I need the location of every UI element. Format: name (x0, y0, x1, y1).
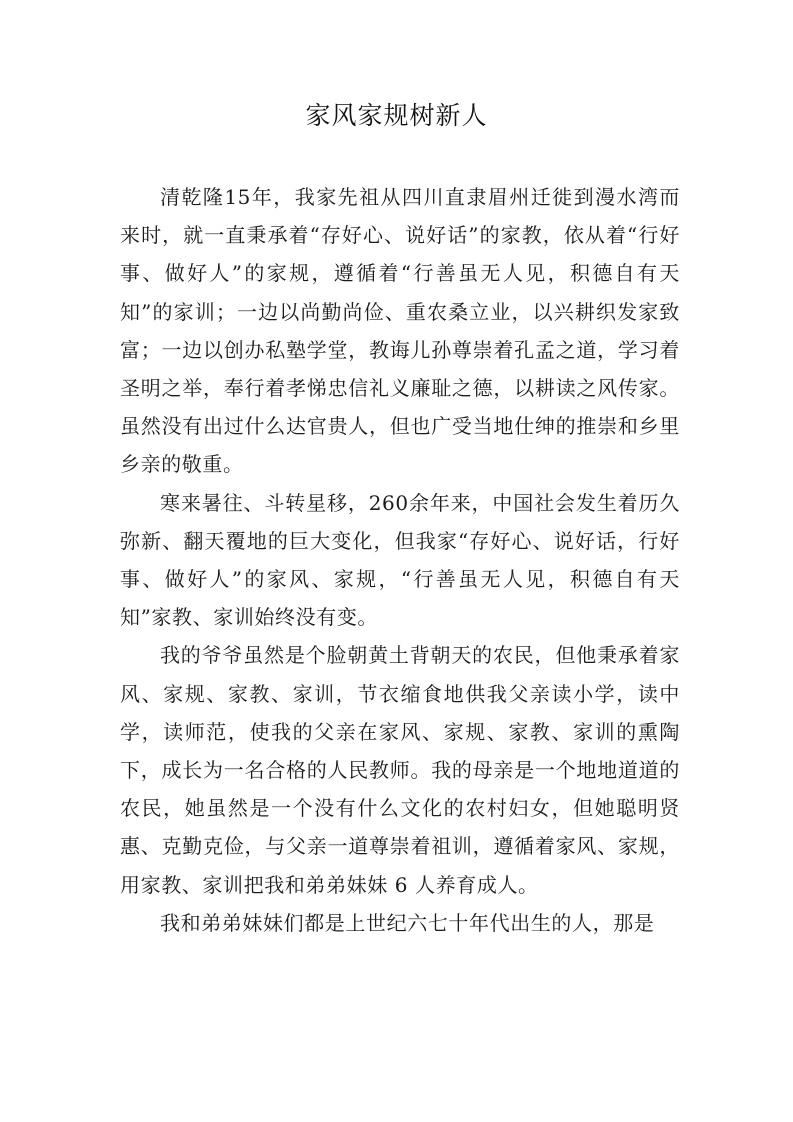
document-body (120, 178, 680, 942)
paragraph-1: 清乾隆15年，我家先祖从四川直隶眉州迁徙到漫水湾而来时，就一直秉承着“存好心、说好话”的家教，依从着“行好事、做好人”的家规，遵循着“行善虽无人见，积德自有天知”的家训；一边以尚勤尚俭、重农桑立业，以兴耕织发家致富；一边以创办私塾学堂，教诲儿孙尊崇着孔孟之道，学习着圣明之举，奉行着孝悌忠信礼义廉耻之德，以耕读之风传家。虽然没有出过什么达官贵人，但也广受当地仕绅的推崇和乡里乡亲的敬重。 (120, 185, 680, 477)
paragraph-2: 寒来暑往、斗转星移，260余年来，中国社会发生着历久弥新、翻天覆地的巨大变化，但我家“存好心、说好话，行好事、做好人”的家风、家规，“行善虽无人见，积德自有天知”家教、家训始终没有变。 (120, 490, 680, 630)
paragraph-4: 我和弟弟妹妹们都是上世纪六七十年代出生的人，那是 (160, 910, 655, 935)
document-title: 家风家规树新人 (305, 101, 488, 130)
paragraph-3: 我的爷爷虽然是个脸朝黄土背朝天的农民，但他秉承着家风、家规、家教、家训，节衣缩食地供我父亲读小学，读中学，读师范，使我的父亲在家风、家规、家教、家训的熏陶下，成长为一名合格的人民教师。我的母亲是一个地地道道的农民，她虽然是一个没有什么文化的农村妇女，但她聪明贤惠、克勤克俭，与父亲一道尊崇着祖训，遵循着家风、家规，用家教、家训把我和弟弟妹妹 6 人养育成人。 (120, 643, 680, 897)
